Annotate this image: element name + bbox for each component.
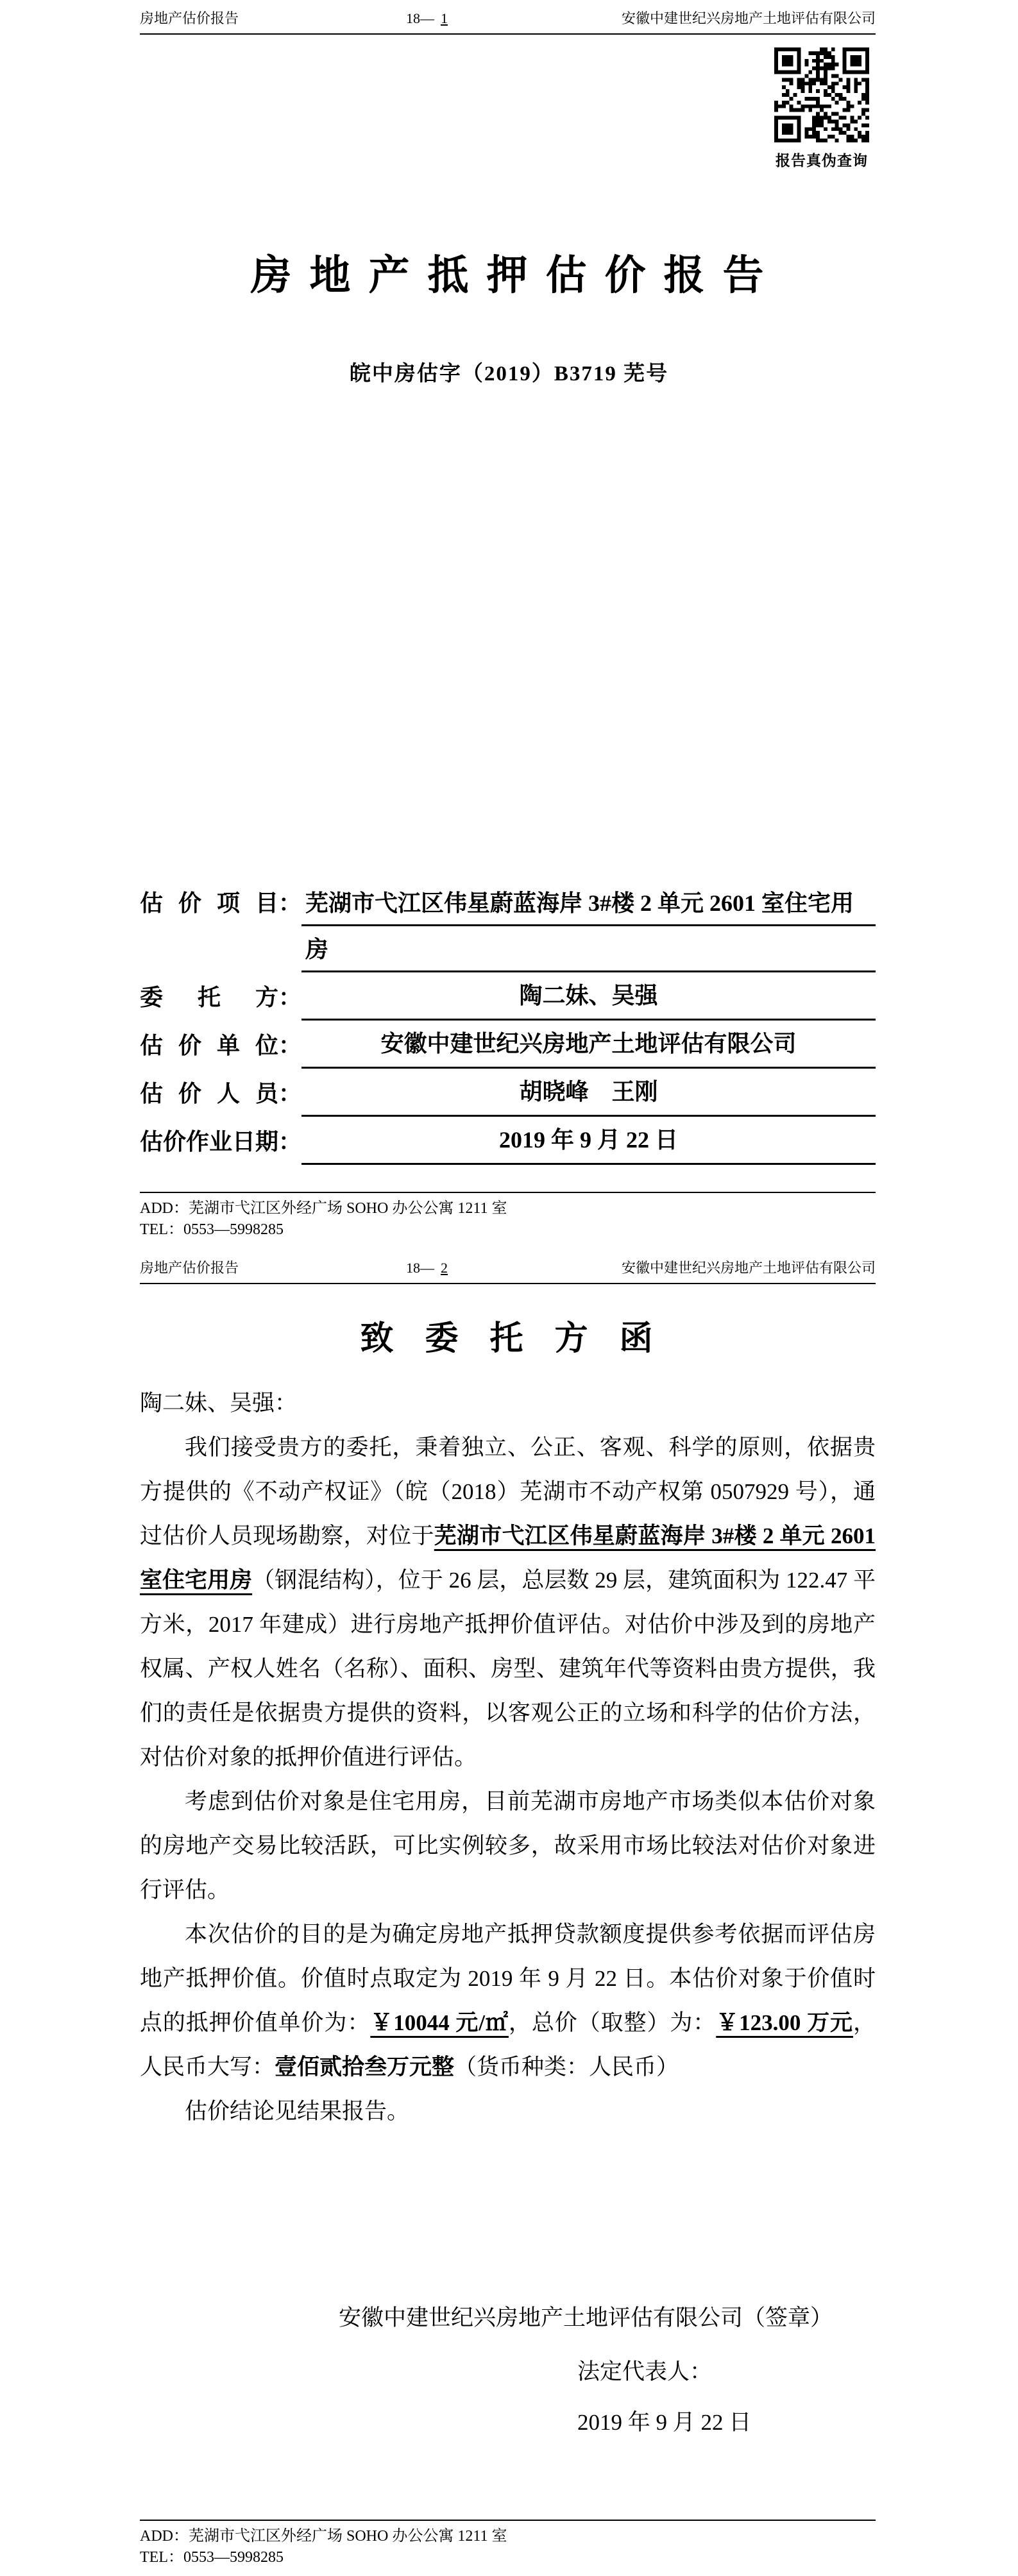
header-page-prefix: 18— bbox=[406, 10, 434, 26]
label-colon: ： bbox=[278, 985, 302, 1010]
qr-caption: 报告真伪查询 bbox=[776, 153, 868, 169]
letter-paragraph-3 bbox=[140, 1912, 876, 2089]
signature-date: 2019 年 9 月 22 日 bbox=[577, 2410, 752, 2435]
header-page-no: 1 bbox=[441, 10, 448, 26]
label-colon: ： bbox=[278, 1081, 302, 1106]
letter-title: 致 委 托 方 函 bbox=[360, 1321, 658, 1357]
field-appraisers bbox=[140, 1069, 876, 1117]
field-valuation-date bbox=[140, 1117, 876, 1165]
footer-tel: TEL：0553—5998285 bbox=[140, 1221, 284, 1238]
field-client-label-text: 委托方 bbox=[140, 985, 278, 1010]
field-client-label bbox=[140, 974, 301, 1021]
page-header bbox=[140, 1260, 876, 1284]
p3-text-a: 本次估价的目的是为确定房地产抵押贷款额度提供参考依据而评估房地产抵押价值。价值时点取定为 2019 年 9 月 22 日。本估价对象于价值时点的抵押价值单价为： bbox=[140, 1922, 876, 2035]
field-valuation-date-label-text: 估价作业日期 bbox=[140, 1129, 279, 1155]
qr-verification-block bbox=[773, 47, 870, 170]
p3-text-d: （货币种类：人民币） bbox=[454, 2055, 679, 2080]
field-valuation-date-value: 2019 年 9 月 22 日 bbox=[301, 1117, 876, 1165]
header-page-no: 2 bbox=[441, 1260, 448, 1276]
field-agency-label-text: 估价单位 bbox=[140, 1033, 278, 1058]
p3-text-b: ，总价（取整）为： bbox=[508, 2010, 717, 2035]
label-colon: ： bbox=[278, 890, 302, 916]
field-appraisers-label-text: 估价人员 bbox=[140, 1081, 278, 1106]
footer-address: ADD：芜湖市弋江区外经广场 SOHO 办公公寓 1211 室 bbox=[140, 2528, 507, 2545]
header-company: 安徽中建世纪兴房地产土地评估有限公司 bbox=[621, 10, 876, 26]
footer-address: ADD：芜湖市弋江区外经广场 SOHO 办公公寓 1211 室 bbox=[140, 1200, 507, 1217]
page-footer bbox=[140, 1192, 876, 1241]
header-page-number bbox=[406, 10, 454, 27]
letter-paragraph-1 bbox=[140, 1425, 876, 1779]
field-agency-label bbox=[140, 1022, 301, 1069]
header-doc-type: 房地产估价报告 bbox=[140, 1260, 239, 1276]
p3-amount-in-words: 壹佰贰拾叁万元整 bbox=[275, 2055, 455, 2080]
p1-text-a: 我们接受贵方的委托，秉着独立、公正、客观、科学的原则，依据贵方提供的《不动产权证》（皖（2018）芜湖市不动产权第 0507929 号），通过估价人员现场勘察，对位于 bbox=[140, 1435, 876, 1548]
signature-block bbox=[140, 2296, 876, 2445]
letter-page bbox=[0, 1250, 1018, 2576]
signature-legal-representative: 法定代表人： bbox=[577, 2359, 713, 2384]
label-colon: ： bbox=[278, 1033, 302, 1058]
cover-fields bbox=[140, 880, 876, 1165]
letter-salutation: 陶二妹、吴强： bbox=[140, 1391, 298, 1416]
header-company: 安徽中建世纪兴房地产土地评估有限公司 bbox=[621, 1260, 876, 1276]
label-colon: ： bbox=[278, 1129, 302, 1155]
letter-body bbox=[140, 1381, 876, 2445]
field-valuation-date-label bbox=[140, 1119, 301, 1165]
field-agency-value: 安徽中建世纪兴房地产土地评估有限公司 bbox=[301, 1021, 876, 1069]
field-project-value: 芜湖市弋江区伟星蔚蓝海岸 3#楼 2 单元 2601 室住宅用房 bbox=[301, 880, 876, 972]
report-number: 皖中房估字（2019）B3719 芜号 bbox=[349, 362, 669, 386]
field-agency bbox=[140, 1021, 876, 1069]
signature-company: 安徽中建世纪兴房地产土地评估有限公司（签章） bbox=[339, 2305, 833, 2330]
header-page-prefix: 18— bbox=[406, 1260, 434, 1276]
report-title: 房 地 产 抵 押 估 价 报 告 bbox=[250, 253, 768, 298]
footer-tel: TEL：0553—5998285 bbox=[140, 2549, 284, 2566]
p1-property-name: 芜湖市弋江区伟星蔚蓝海岸 3#楼 2 单元 2601 室住宅用房 bbox=[140, 1523, 876, 1593]
field-appraisers-value: 胡晓峰 王刚 bbox=[301, 1069, 876, 1117]
p3-unit-price: ￥10044 元/㎡ bbox=[370, 2010, 509, 2035]
field-client bbox=[140, 972, 876, 1021]
page-footer bbox=[140, 2520, 876, 2568]
header-doc-type: 房地产估价报告 bbox=[140, 10, 239, 26]
p3-text-c: ，人民币大写： bbox=[140, 2010, 876, 2080]
letter-paragraph-4: 估价结论见结果报告。 bbox=[185, 2099, 410, 2124]
p3-total-price: ￥123.00 万元 bbox=[716, 2010, 853, 2035]
field-client-value: 陶二妹、吴强 bbox=[301, 972, 876, 1021]
field-appraisers-label bbox=[140, 1071, 301, 1117]
letter-paragraph-2: 考虑到估价对象是住宅用房，目前芜湖市房地产市场类似本估价对象的房地产交易比较活跃，可比实例较多，故采用市场比较法对估价对象进行评估。 bbox=[140, 1789, 876, 1902]
qr-code-icon bbox=[774, 47, 869, 142]
field-project-label-text: 估价项目 bbox=[140, 890, 278, 916]
header-page-number bbox=[406, 1260, 454, 1276]
page-header bbox=[140, 10, 876, 35]
field-project bbox=[140, 880, 876, 972]
field-project-label bbox=[140, 880, 301, 926]
report-cover-page bbox=[0, 0, 1018, 1250]
p1-text-b: （钢混结构），位于 26 层，总层数 29 层，建筑面积为 122.47 平方米，2017 年建成）进行房地产抵押价值评估。对估价中涉及到的房地产权属、产权人姓名（名称）、面积、房型、建筑年代等资料由贵方提供，我们的责任是依据贵方提供的资料，以客观公正的立场和科学的估价方法，对估价对象的抵押价值进行评估。 bbox=[140, 1568, 876, 1770]
